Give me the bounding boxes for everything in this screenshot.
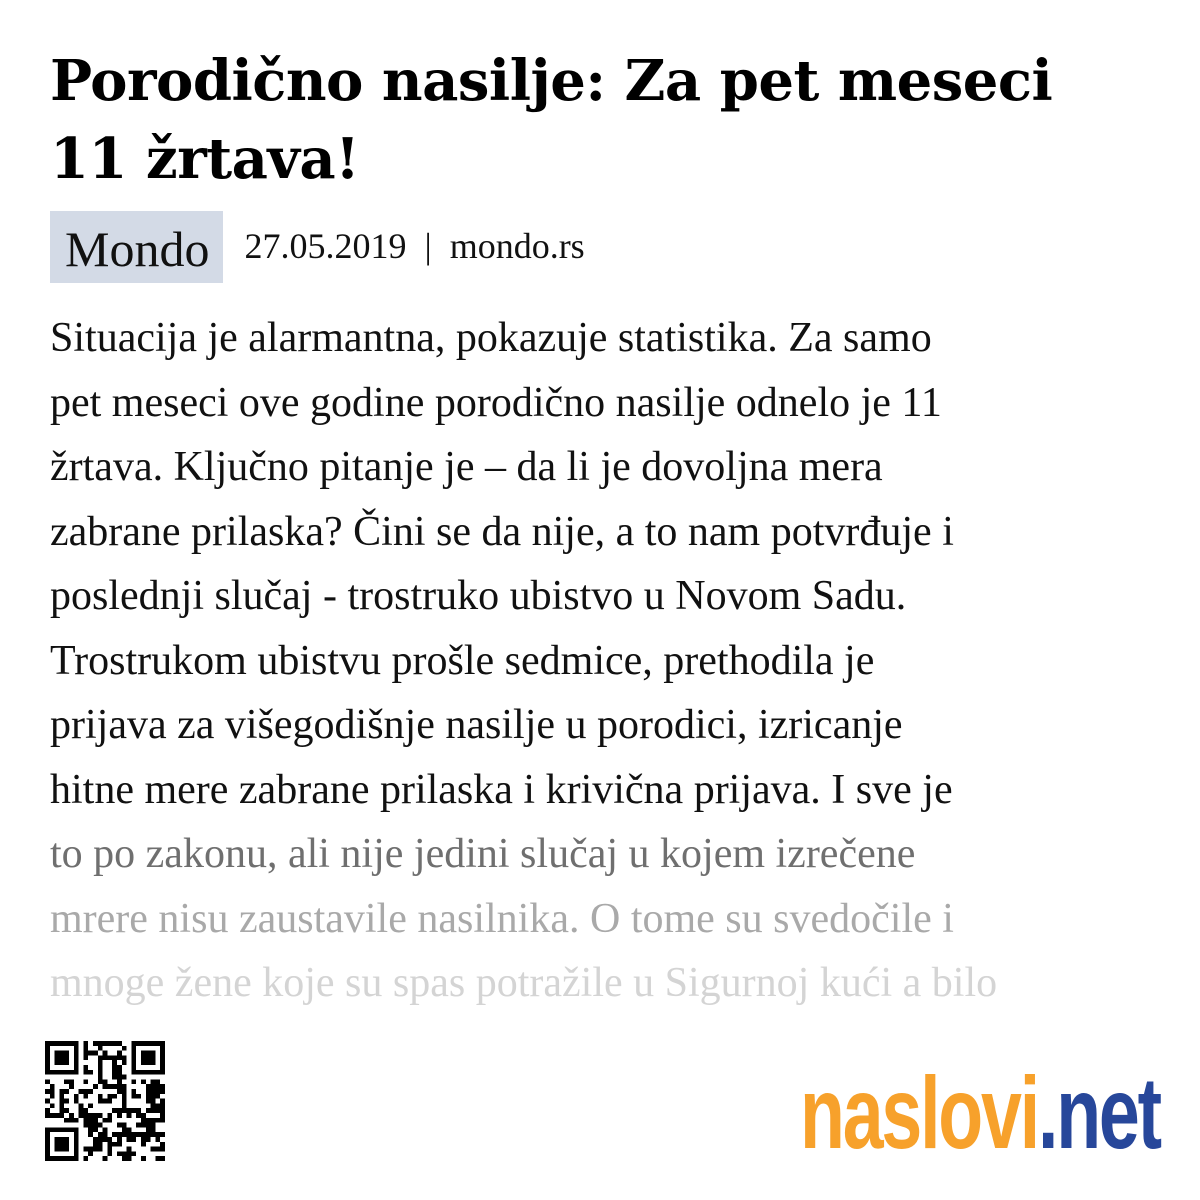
body-line: poslednji slučaj - trostruko ubistvo u Novom Sadu. <box>50 573 907 619</box>
source-domain[interactable]: mondo.rs <box>449 226 585 266</box>
publish-date: 27.05.2019 <box>244 226 407 266</box>
article-meta <box>50 211 585 283</box>
article-title <box>50 42 1160 198</box>
body-line: to po zakonu, ali nije jedini slučaj u kojem izrečene <box>50 831 916 877</box>
meta-separator: | <box>424 226 432 266</box>
article-title-line-2: 11 žrtava! <box>50 126 360 192</box>
body-line: mrere nisu zaustavile nasilnika. O tome su svedočile i <box>50 895 954 942</box>
article-title-line-1: Porodično nasilje: Za pet meseci <box>50 48 1053 114</box>
body-line: Situacija je alarmantna, pokazuje statistika. Za samo <box>50 315 932 361</box>
source-badge[interactable]: Mondo <box>50 211 223 283</box>
logo-part-naslovi: naslovi <box>800 1056 1038 1170</box>
body-line: mnoge žene koje su spas potražile u Sigurnoj kući a bilo <box>50 960 998 1006</box>
qr-code-icon[interactable] <box>45 1038 165 1164</box>
site-logo[interactable] <box>800 1058 1160 1168</box>
meta-line <box>244 225 584 267</box>
body-line: zabrane prilaska? Čini se da nije, a to nam potvrđuje i <box>50 508 954 555</box>
body-line: pet meseci ove godine porodično nasilje odnelo je 11 <box>50 379 942 426</box>
logo-part-net: .net <box>1037 1056 1160 1170</box>
article-body <box>50 306 1160 1006</box>
body-line: hitne mere zabrane prilaska i krivična prijava. I sve je <box>50 766 953 813</box>
body-line: žrtava. Ključno pitanje je – da li je dovoljna mera <box>50 444 883 490</box>
body-line: Trostrukom ubistvu prošle sedmice, prethodila je <box>50 637 875 684</box>
body-line: prijava za višegodišnje nasilje u porodici, izricanje <box>50 702 903 748</box>
